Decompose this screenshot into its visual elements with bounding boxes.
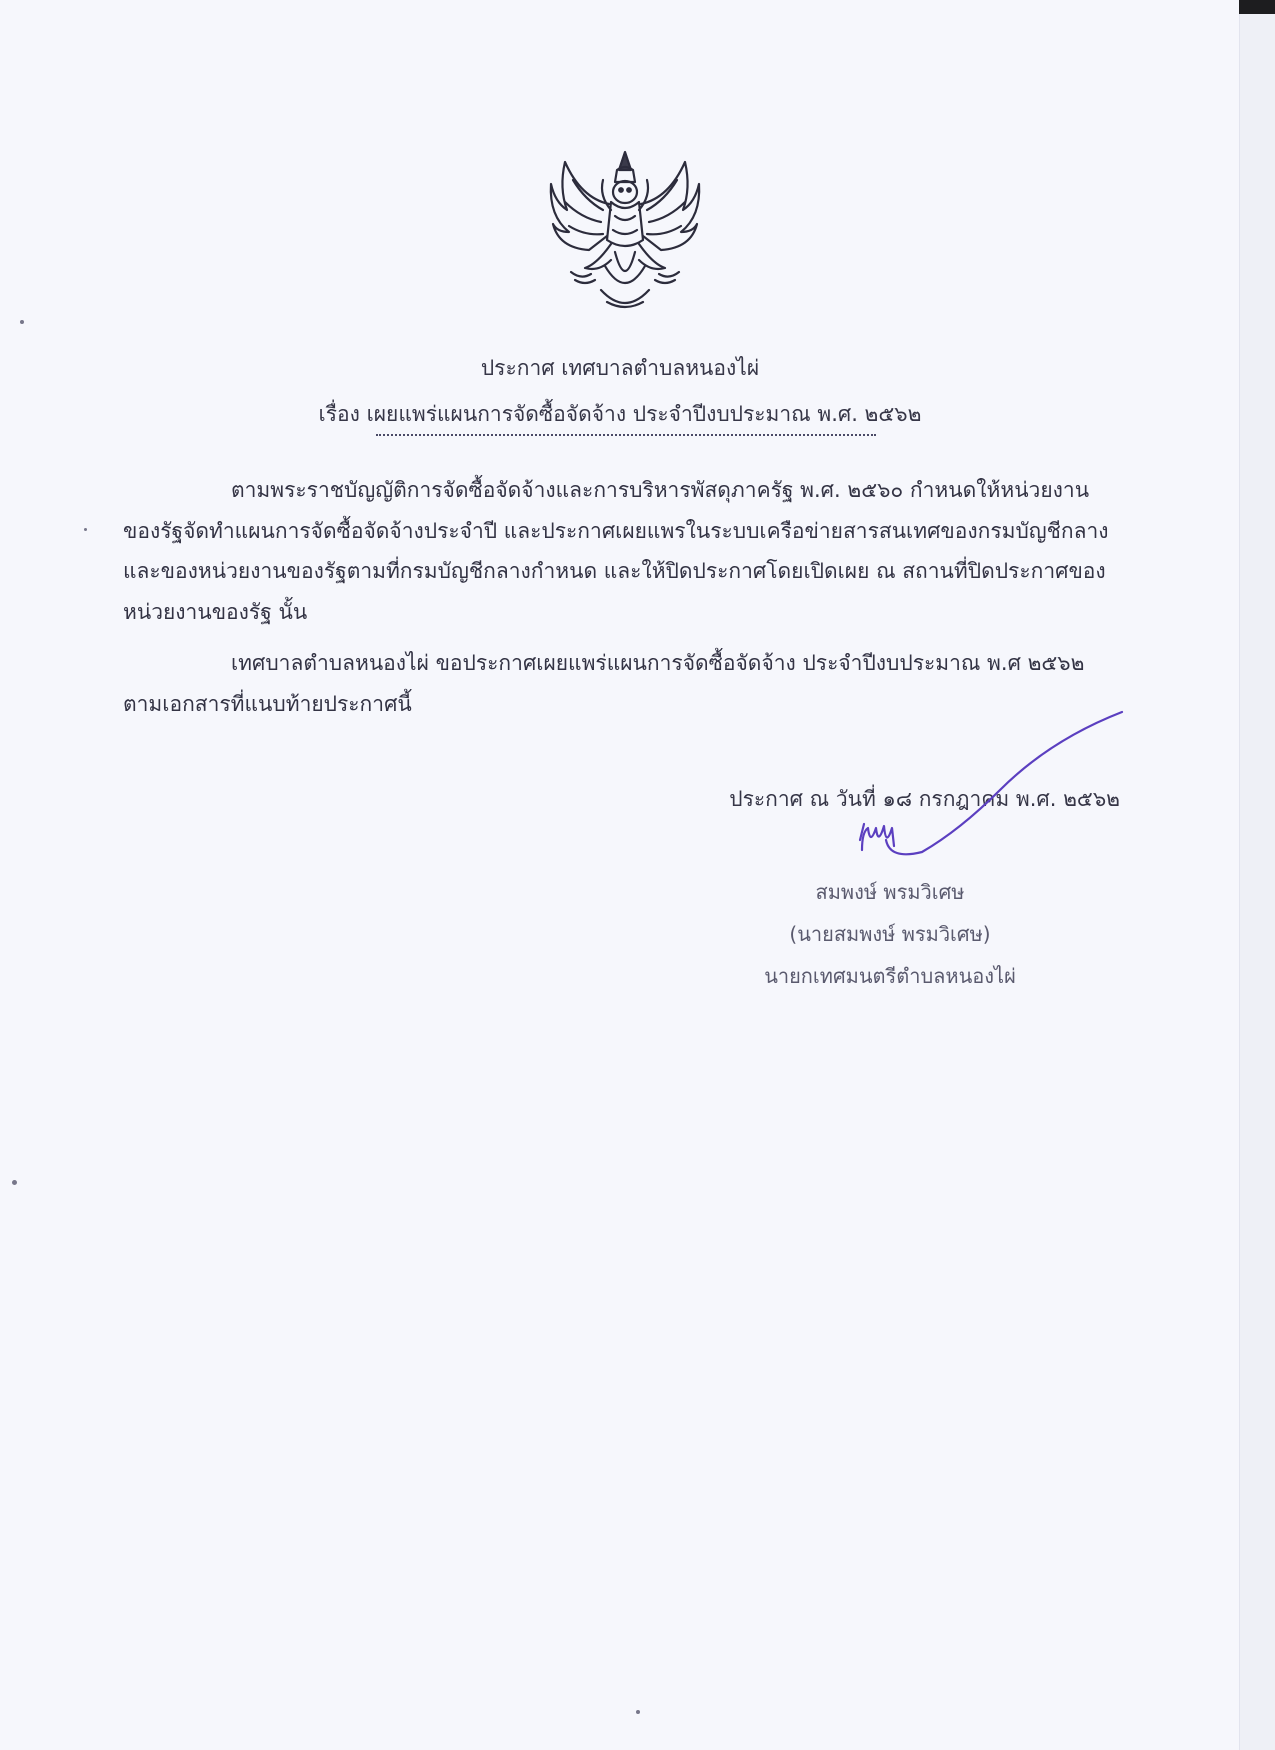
subject-text: เผยแพร่แผนการจัดซื้อจัดจ้าง ประจำปีงบประมาณ พ.ศ. ๒๕๖๒	[366, 402, 922, 426]
scan-speck	[12, 1180, 17, 1185]
scan-edge	[1239, 0, 1275, 1750]
body-paragraph-1	[123, 470, 1123, 632]
paragraph-2-text: เทศบาลตำบลหนองไผ่ ขอประกาศเผยแพร่แผนการจัดซื้อจัดจ้าง ประจำปีงบประมาณ พ.ศ ๒๕๖๒ ตามเอกสารที่แนบท้ายประกาศนี้	[123, 651, 1085, 716]
signer-position: นายกเทศมนตรีตำบลหนองไผ่	[764, 964, 1016, 988]
paragraph-1-text: ตามพระราชบัญญัติการจัดซื้อจัดจ้างและการบริหารพัสดุภาครัฐ พ.ศ. ๒๕๖๐ กำหนดให้หน่วยงานของรัฐจัดทำแผนการจัดซื้อจัดจ้างประจำปี และประกาศเผยแพรในระบบเครือข่ายสารสนเทศของกรมบัญชีกลางและของหน่วยงานของรัฐตามที่กรมบัญชีกลางกำหนด และให้ปิดประกาศโดยเปิดเผย ณ สถานที่ปิดประกาศของหน่วยงานของรัฐ นั้น	[123, 478, 1109, 624]
announcement-date: ประกาศ ณ วันที่ ๑๘ กรกฎาคม พ.ศ. ๒๕๖๒	[729, 787, 1120, 811]
signer-name-parenthesized: (นายสมพงษ์ พรมวิเศษ)	[789, 922, 991, 946]
scan-corner-mark	[1239, 0, 1275, 14]
scan-speck	[20, 320, 24, 324]
handwritten-signature	[850, 700, 1130, 870]
signer-name: สมพงษ์ พรมวิเศษ	[815, 880, 965, 904]
scan-speck	[84, 528, 87, 531]
title-underline	[376, 434, 876, 436]
subject-line	[0, 398, 1240, 431]
scan-speck	[636, 1710, 640, 1714]
garuda-emblem-icon	[545, 140, 705, 320]
subject-prefix: เรื่อง	[318, 402, 360, 426]
announcement-title: ประกาศ เทศบาลตำบลหนองไผ่	[480, 356, 760, 380]
